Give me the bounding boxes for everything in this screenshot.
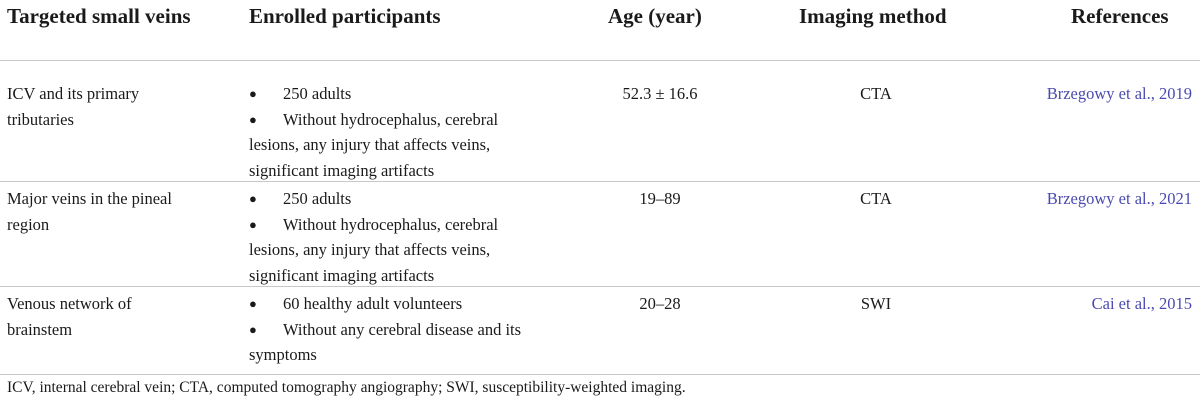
cell-reference bbox=[1047, 186, 1192, 212]
cell-reference bbox=[1092, 291, 1192, 317]
list-item bbox=[249, 212, 539, 289]
reference-year[interactable]: 2021 bbox=[1159, 189, 1192, 208]
cell-age: 19–89 bbox=[639, 189, 681, 208]
list-item bbox=[249, 291, 539, 317]
header-targeted-veins: Targeted small veins bbox=[7, 4, 191, 28]
participant-text: 250 adults bbox=[283, 189, 352, 208]
cell-imaging-method: SWI bbox=[860, 294, 892, 313]
list-item bbox=[249, 186, 539, 212]
cell-participants bbox=[249, 291, 539, 368]
header-imaging-method: Imaging method bbox=[799, 4, 947, 28]
cell-age: 52.3 ± 16.6 bbox=[622, 84, 698, 103]
reference-year[interactable]: 2019 bbox=[1159, 84, 1192, 103]
reference-link[interactable]: Brzegowy et al., 2021 bbox=[1046, 189, 1192, 208]
cell-targeted-veins: Major veins in the pineal region bbox=[7, 189, 172, 234]
reference-link[interactable]: Brzegowy et al., 2019 bbox=[1046, 84, 1192, 103]
bullet-icon: ● bbox=[249, 296, 257, 311]
cell-imaging-method: CTA bbox=[860, 189, 892, 208]
participant-text: 250 adults bbox=[283, 84, 352, 103]
cell-participants bbox=[249, 81, 539, 183]
table-row bbox=[0, 182, 1200, 287]
list-item bbox=[249, 317, 539, 368]
cell-targeted-veins: Venous network of brainstem bbox=[7, 294, 132, 339]
header-enrolled-participants: Enrolled participants bbox=[249, 4, 441, 28]
bullet-icon: ● bbox=[249, 321, 257, 337]
table-row bbox=[0, 287, 1200, 375]
reference-author[interactable]: Brzegowy et al. bbox=[1046, 84, 1151, 103]
participant-text: Without hydrocephalus, cerebral lesions, any injury that affects veins, significant imaging artifacts bbox=[249, 214, 499, 285]
participant-text: Without any cerebral disease and its symptoms bbox=[249, 319, 522, 364]
list-item bbox=[249, 81, 539, 107]
header-references: References bbox=[1071, 4, 1169, 28]
bullet-icon: ● bbox=[249, 191, 257, 206]
cell-participants bbox=[249, 186, 539, 288]
table-footnote: ICV, internal cerebral vein; CTA, computed tomography angiography; SWI, susceptibility-weighted imaging. bbox=[7, 379, 686, 396]
reference-link[interactable]: Cai et al., 2015 bbox=[1091, 294, 1192, 313]
reference-year[interactable]: 2015 bbox=[1159, 294, 1192, 313]
cell-reference bbox=[1047, 81, 1192, 107]
list-item bbox=[249, 107, 539, 184]
participant-text: 60 healthy adult volunteers bbox=[283, 294, 463, 313]
cell-age: 20–28 bbox=[639, 294, 681, 313]
cell-targeted-veins: ICV and its primary tributaries bbox=[7, 84, 140, 129]
header-age: Age (year) bbox=[608, 4, 702, 28]
cell-imaging-method: CTA bbox=[860, 84, 892, 103]
reference-author[interactable]: Brzegowy et al. bbox=[1046, 189, 1151, 208]
table-row bbox=[0, 61, 1200, 182]
participant-text: Without hydrocephalus, cerebral lesions, any injury that affects veins, significant imaging artifacts bbox=[249, 109, 499, 180]
table-header-row bbox=[0, 0, 1200, 61]
reference-author[interactable]: Cai et al. bbox=[1091, 294, 1151, 313]
bullet-icon: ● bbox=[249, 111, 257, 127]
bullet-icon: ● bbox=[249, 216, 257, 232]
bullet-icon: ● bbox=[249, 86, 257, 101]
